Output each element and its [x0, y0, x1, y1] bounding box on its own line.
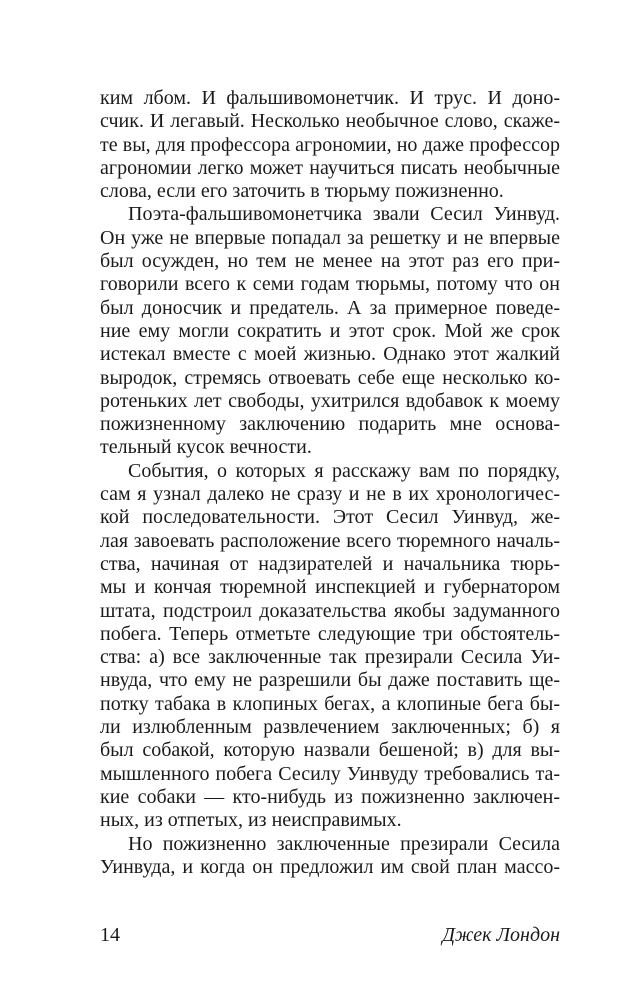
page-number: 14 — [100, 924, 120, 946]
running-footer-author: Джек Лондон — [442, 924, 560, 946]
paragraph-3 — [100, 460, 560, 833]
text-line: ли излюбленным развлечением заключенных; б) я — [100, 716, 560, 739]
text-line: кой последовательности. Этот Сесил Уинвуд, же- — [100, 506, 560, 529]
text-line: был собакой, которую назвали бешеной; в) для вы- — [100, 739, 560, 762]
text-line: Но пожизненно заключенные презирали Сесила — [128, 832, 560, 855]
text-line: ства, начиная от надзирателей и начальника тюрь- — [100, 552, 560, 575]
text-line: мы и кончая тюремной инспекцией и губернатором — [100, 576, 560, 599]
body-text — [100, 87, 560, 879]
text-line: кие собаки — кто-нибудь из пожизненно заключен- — [100, 785, 560, 808]
paragraph-2 — [100, 203, 560, 459]
text-line: ние ему могли сократить и этот срок. Мой же срок — [100, 319, 560, 342]
text-line: Уинвуда, и когда он предложил им свой план массо- — [100, 855, 560, 878]
text-line: ким лбом. И фальшивомонетчик. И трус. И доно- — [100, 87, 560, 109]
text-line: те вы, для профессора агрономии, но даже профессор — [100, 133, 560, 156]
text-line: лая завоевать расположение всего тюремного началь- — [100, 529, 560, 552]
text-line: потку табака в клопиных бегах, а клопиные бега бы- — [100, 692, 560, 715]
text-line: мышленного побега Сесилу Уинвуду требовались та- — [100, 762, 560, 785]
text-line: тельный кусок вечности. — [100, 436, 312, 459]
text-line: выродок, стремясь отвоевать себе еще несколько ко- — [100, 366, 560, 389]
text-line: слова, если его заточить в тюрьму пожизненно. — [100, 180, 504, 203]
text-line: пожизненному заключению подарить мне основа- — [100, 413, 560, 436]
page-footer — [100, 924, 560, 950]
text-line: Поэта-фальшивомонетчика звали Сесил Уинвуд. — [128, 203, 560, 226]
text-line: истекал вместе с моей жизнью. Однако этот жалкий — [100, 343, 560, 366]
paragraph-4 — [100, 833, 560, 880]
text-line: штата, подстроил доказательства якобы задуманного — [100, 599, 560, 622]
text-line: был доносчик и предатель. А за примерное поведе- — [100, 296, 560, 319]
text-line: побега. Теперь отметьте следующие три обстоятель- — [100, 622, 560, 645]
text-line: говорили всего к семи годам тюрьмы, потому что он — [100, 273, 560, 296]
text-line: ных, из отпетых, из неисправимых. — [100, 809, 402, 832]
paragraph-1 — [100, 87, 560, 203]
text-line: ротеньких лет свободы, ухитрился вдобавок к моему — [100, 389, 560, 412]
text-line: События, о которых я расскажу вам по порядку, — [128, 459, 560, 482]
text-line: счик. И легавый. Несколько необычное слово, скаже- — [100, 110, 560, 133]
text-line: нвуда, что ему не разрешили бы даже поставить ще- — [100, 669, 560, 692]
text-line: сам я узнал далеко не сразу и не в их хронологичес- — [100, 483, 560, 506]
text-line: был осужден, но тем не менее на этот раз его при- — [100, 250, 560, 273]
text-line: агрономии легко может научиться писать необычные — [100, 156, 560, 179]
text-line: Он уже не впервые попадал за решетку и не впервые — [100, 226, 560, 249]
text-line: ства: а) все заключенные так презирали Сесила Уи- — [100, 646, 560, 669]
